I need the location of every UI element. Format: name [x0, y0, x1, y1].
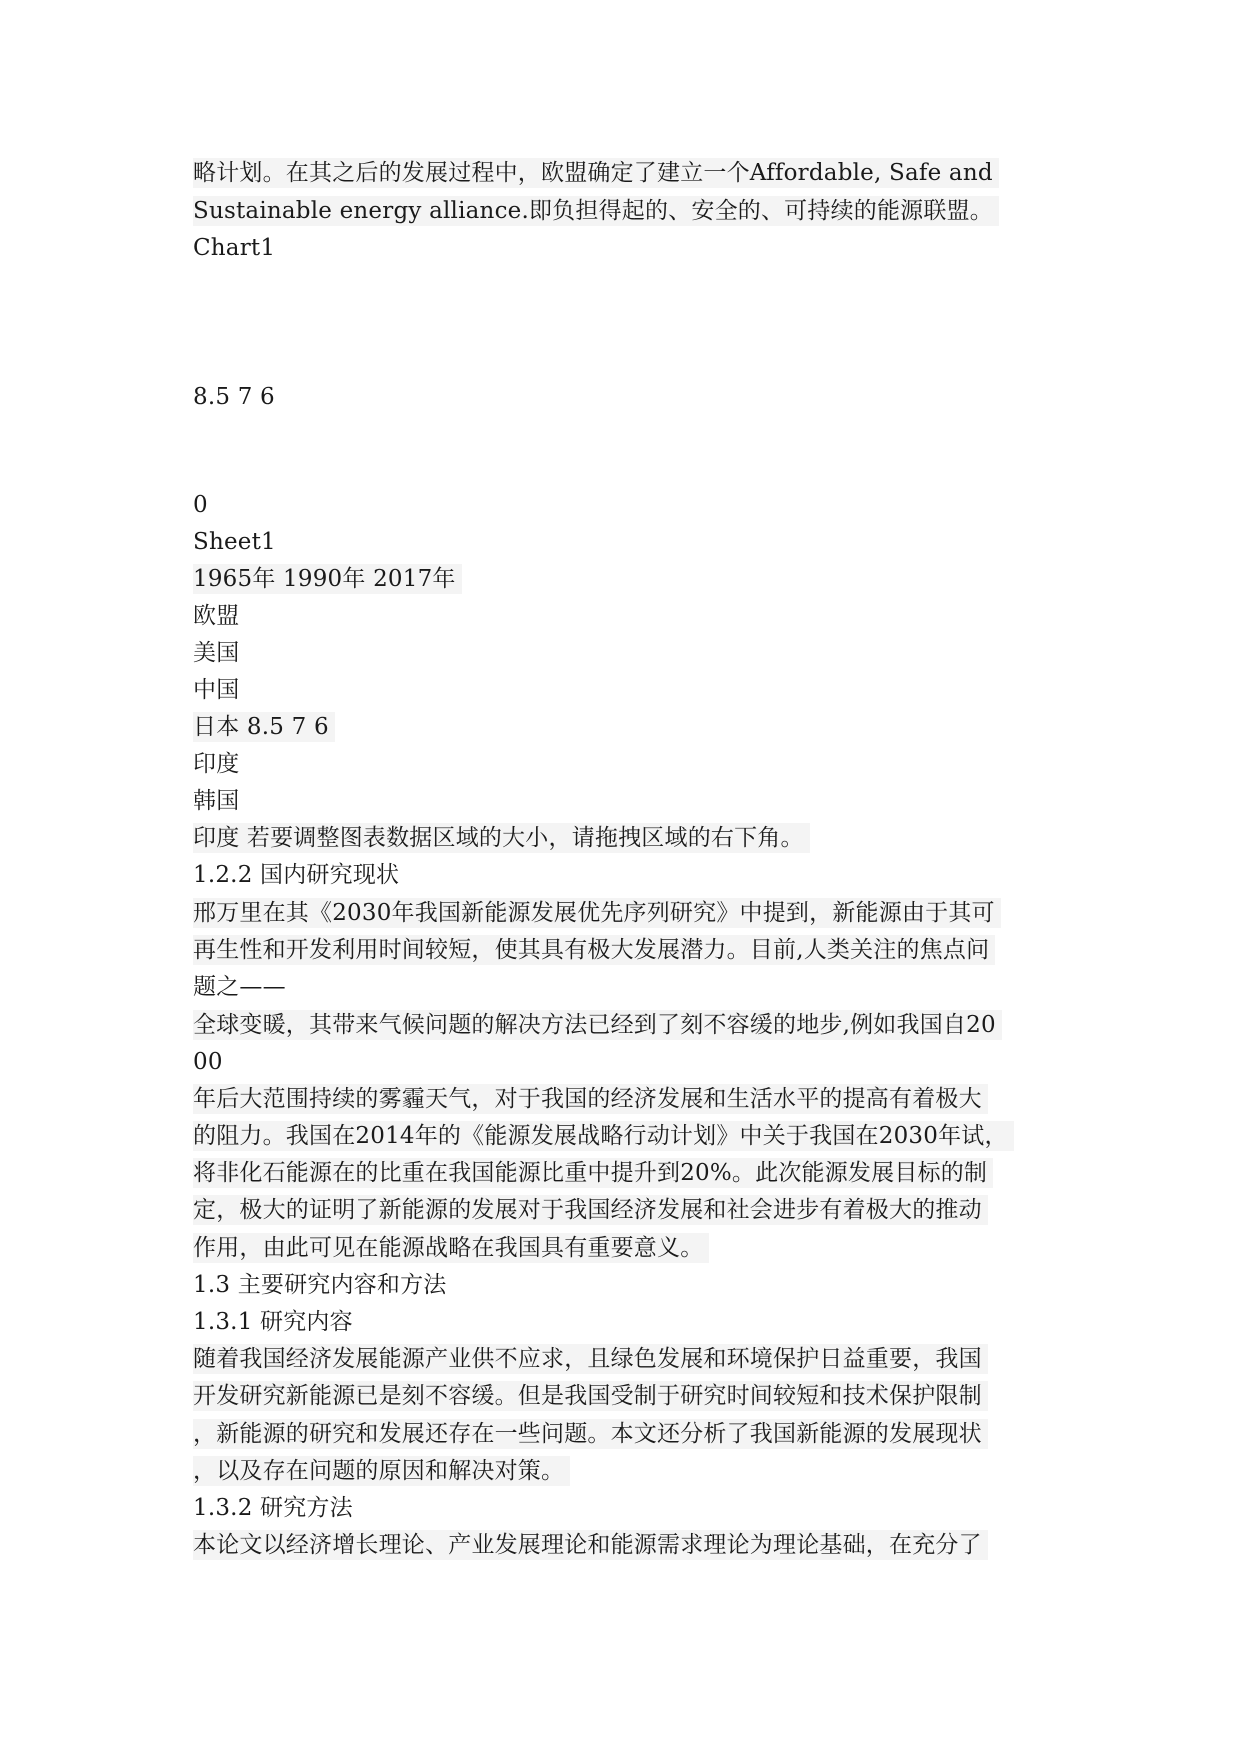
paragraph-line: ，以及存在问题的原因和解决对策。: [193, 1456, 570, 1486]
subsection-heading: 1.3.2 研究方法: [193, 1495, 353, 1521]
sheet-note: 印度 若要调整图表数据区域的大小，请拖拽区域的右下角。: [193, 823, 810, 853]
section-heading: 1.2.2 国内研究现状: [193, 862, 400, 888]
chart-title: Chart1: [193, 235, 276, 261]
paragraph-line: 本论文以经济增长理论、产业发展理论和能源需求理论为理论基础，在充分了: [193, 1530, 988, 1560]
paragraph-line: 邢万里在其《2030年我国新能源发展优先序列研究》中提到，新能源由于其可: [193, 898, 1001, 928]
subsection-heading: 1.3.1 研究内容: [193, 1309, 353, 1335]
paragraph-line: Sustainable energy alliance.即负担得起的、安全的、可持续的能源联盟。: [193, 196, 999, 226]
paragraph-line: 随着我国经济发展能源产业供不应求，且绿色发展和环境保护日益重要，我国: [193, 1344, 988, 1374]
sheet-row-label: 欧盟: [193, 603, 240, 629]
paragraph-line: ，新能源的研究和发展还存在一些问题。本文还分析了我国新能源的发展现状: [193, 1419, 988, 1449]
paragraph-line: 将非化石能源在的比重在我国能源比重中提升到20%。此次能源发展目标的制: [193, 1158, 993, 1188]
sheet-row-label: 印度: [193, 751, 240, 777]
section-heading: 1.3 主要研究内容和方法: [193, 1272, 447, 1298]
sheet-row-label: 韩国: [193, 788, 240, 814]
chart-values: 8.5 7 6: [193, 384, 275, 410]
sheet-header-years: 1965年 1990年 2017年: [193, 564, 462, 594]
sheet-row-label: 美国: [193, 640, 240, 666]
sheet-title: Sheet1: [193, 529, 276, 555]
sheet-row-label: 中国: [193, 677, 240, 703]
paragraph-line: 开发研究新能源已是刻不容缓。但是我国受制于研究时间较短和技术保护限制: [193, 1381, 988, 1411]
sheet-row-label: 日本 8.5 7 6: [193, 712, 335, 742]
paragraph-line: 再生性和开发利用时间较短，使其具有极大发展潜力。目前,人类关注的焦点问: [193, 935, 995, 965]
paragraph-line: 作用，由此可见在能源战略在我国具有重要意义。: [193, 1233, 709, 1263]
paragraph-line: 题之——: [193, 974, 286, 1000]
paragraph-line: 定，极大的证明了新能源的发展对于我国经济发展和社会进步有着极大的推动: [193, 1195, 988, 1225]
paragraph-line: 略计划。在其之后的发展过程中，欧盟确定了建立一个Affordable, Safe and: [193, 158, 999, 188]
paragraph-line: 00: [193, 1049, 223, 1075]
chart-axis-zero: 0: [193, 492, 208, 518]
paragraph-line: 的阻力。我国在2014年的《能源发展战略行动计划》中关于我国在2030年试，: [193, 1121, 1014, 1151]
paragraph-line: 年后大范围持续的雾霾天气，对于我国的经济发展和生活水平的提高有着极大: [193, 1084, 988, 1114]
paragraph-line: 全球变暖，其带来气候问题的解决方法已经到了刻不容缓的地步,例如我国自20: [193, 1010, 1002, 1040]
